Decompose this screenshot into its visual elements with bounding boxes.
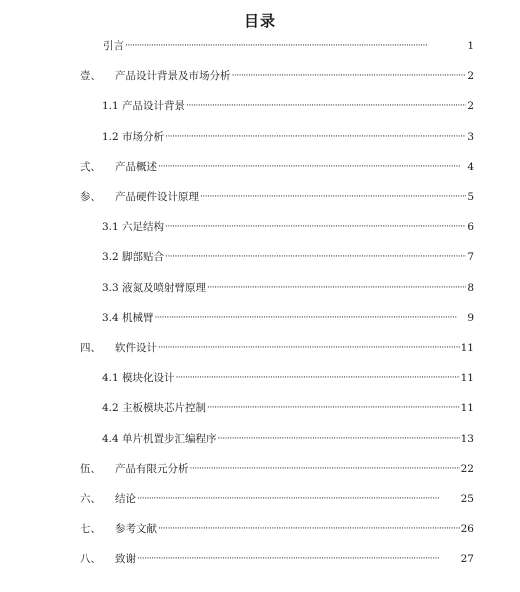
toc-dot-leader [165,249,466,265]
toc-entry-link[interactable] [115,551,474,567]
toc-dot-leader [137,551,460,567]
toc-row [0,129,520,145]
toc-dot-leader [218,431,460,447]
toc-title: 目录 [243,12,276,30]
toc-dot-leader [200,189,466,205]
toc-page-number: 8 [467,281,474,294]
toc-row [0,189,520,205]
toc-entry-link[interactable] [115,491,474,507]
toc-page-number: 13 [460,432,474,445]
toc-dot-leader [186,98,466,114]
toc-page-number: 5 [467,191,474,203]
toc-entry-link[interactable] [115,461,474,477]
toc-row [0,370,520,386]
toc-page-number: 11 [460,342,474,354]
toc-entry-text: 结论 [115,493,136,505]
toc-chapter-number: 伍、 [80,462,101,475]
toc-page-number: 2 [467,100,474,113]
toc-page-number: 1 [467,40,474,52]
toc-page-number: 4 [467,160,474,173]
toc-dot-leader [158,159,466,175]
toc-entry-text: 产品概述 [115,160,157,173]
toc-row [0,98,520,114]
toc-dot-leader [207,280,466,296]
toc-page-number: 2 [467,70,474,83]
toc-dot-leader [207,400,460,416]
toc-entry-text: 3.4 机械臂 [102,311,154,324]
toc-entry-link[interactable] [115,340,474,356]
toc-chapter-number: 七、 [80,523,101,536]
toc-dot-leader [232,68,467,84]
toc-row [0,38,520,54]
toc-entry-link[interactable] [102,280,474,296]
toc-entry-text: 引言 [103,40,124,52]
toc-entry-link[interactable] [102,249,474,265]
toc-row [0,219,520,235]
toc-entry-link[interactable] [115,68,474,84]
toc-page-number: 3 [467,130,474,143]
toc-chapter-number: 壹、 [80,70,101,83]
toc-entry-link[interactable] [102,129,474,145]
toc-page-number: 22 [460,462,474,475]
toc-row [0,159,520,175]
toc-entry-text: 产品设计背景及市场分析 [115,70,231,83]
toc-row [0,461,520,477]
toc-entry-text: 产品有限元分析 [115,462,189,475]
toc-entry-link[interactable] [103,38,474,54]
toc-chapter-number: 六、 [80,493,101,505]
toc-page-number: 9 [467,311,474,324]
toc-page-number: 6 [467,221,474,234]
toc-dot-leader [176,370,460,386]
toc-dot-leader [125,38,466,54]
toc-row [0,521,520,537]
toc-entry-link[interactable] [102,370,474,386]
toc-dot-leader [137,491,460,507]
toc-dot-leader [165,129,466,145]
toc-row [0,249,520,265]
toc-row [0,400,520,416]
toc-entry-text: 3.3 液氮及喷射臂原理 [102,281,207,294]
toc-page-number: 11 [460,402,474,415]
toc-entry-text: 3.2 脚部贴合 [102,251,165,264]
toc-page-number: 26 [460,523,474,536]
toc-entry-text: 4.2 主板模块芯片控制 [102,402,207,415]
toc-entry-link[interactable] [115,159,474,175]
toc-entry-text: 参考文献 [115,523,157,536]
toc-entry-text: 软件设计 [115,342,157,354]
toc-entry-link[interactable] [115,189,474,205]
toc-page-number: 27 [460,553,474,566]
toc-row [0,68,520,84]
toc-chapter-number: 弍、 [80,160,101,173]
toc-row [0,310,520,326]
toc-entry-link[interactable] [102,310,474,326]
toc-entry-text: 3.1 六足结构 [102,221,165,234]
toc-page-number: 7 [467,251,474,264]
toc-dot-leader [190,461,460,477]
toc-row [0,340,520,356]
toc-entry-link[interactable] [102,98,474,114]
toc-row [0,431,520,447]
toc-row [0,551,520,567]
toc-dot-leader [165,219,466,235]
toc-page-number: 11 [460,372,474,385]
toc-entry-link[interactable] [102,400,474,416]
toc-entry-text: 产品硬件设计原理 [115,191,199,203]
toc-entry-link[interactable] [102,219,474,235]
toc-entry-text: 4.1 模块化设计 [102,372,175,385]
toc-chapter-number: 八、 [80,553,101,566]
toc-chapter-number: 四、 [80,342,101,354]
toc-dot-leader [155,310,467,326]
toc-entry-text: 4.4 单片机置步汇编程序 [102,432,217,445]
toc-page-number: 25 [460,493,474,505]
toc-row [0,280,520,296]
toc-dot-leader [158,340,460,356]
toc-dot-leader [158,521,460,537]
toc-entry-text: 1.1 产品设计背景 [102,100,186,113]
toc-entry-text: 致谢 [115,553,136,566]
toc-entry-link[interactable] [102,431,474,447]
toc-entry-text: 1.2 市场分析 [102,130,165,143]
toc-row [0,491,520,507]
toc-entry-link[interactable] [115,521,474,537]
toc-chapter-number: 参、 [80,191,101,203]
